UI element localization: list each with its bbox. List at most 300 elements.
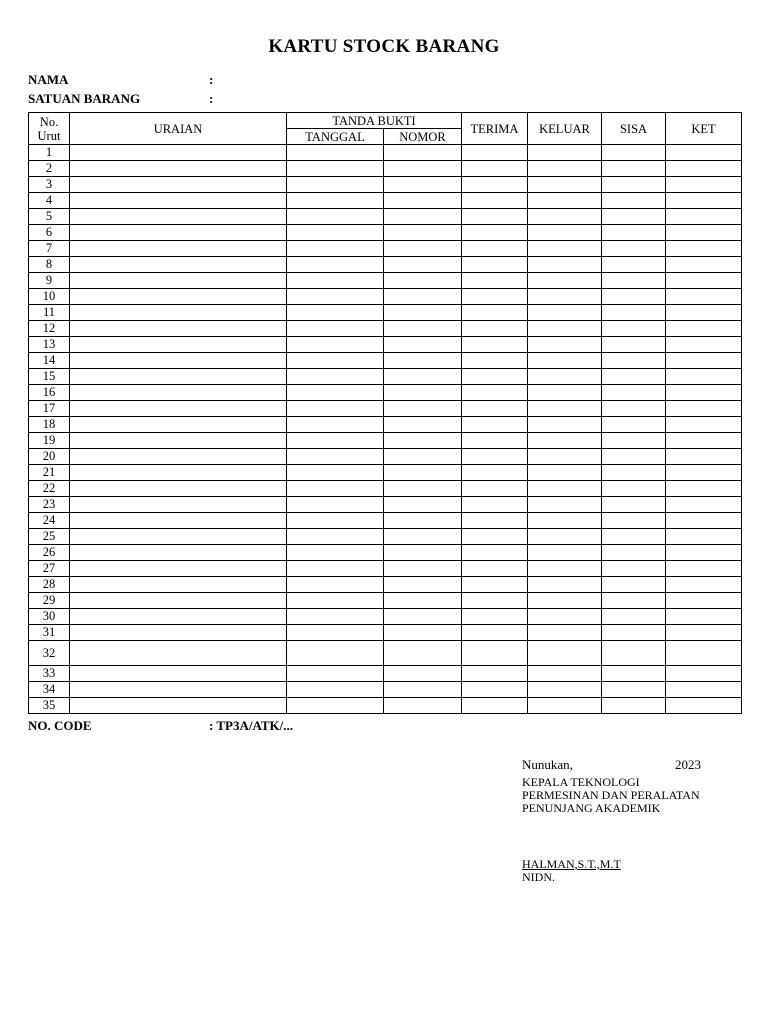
- cell-keluar: [528, 465, 602, 481]
- row-number: 28: [29, 577, 70, 593]
- cell-sisa: [602, 609, 666, 625]
- table-row: [29, 305, 742, 321]
- cell-keluar: [528, 273, 602, 289]
- cell-terima: [462, 225, 528, 241]
- cell-uraian: [70, 529, 287, 545]
- cell-nomor: [384, 577, 462, 593]
- cell-tanggal: [287, 305, 384, 321]
- cell-ket: [666, 529, 742, 545]
- table-row: [29, 497, 742, 513]
- cell-keluar: [528, 682, 602, 698]
- row-number: 5: [29, 209, 70, 225]
- cell-uraian: [70, 625, 287, 641]
- row-number: 14: [29, 353, 70, 369]
- cell-uraian: [70, 273, 287, 289]
- header-ket: KET: [666, 113, 742, 145]
- cell-sisa: [602, 561, 666, 577]
- cell-sisa: [602, 353, 666, 369]
- row-number: 6: [29, 225, 70, 241]
- cell-sisa: [602, 273, 666, 289]
- row-number: 27: [29, 561, 70, 577]
- cell-ket: [666, 481, 742, 497]
- table-row: [29, 449, 742, 465]
- cell-keluar: [528, 666, 602, 682]
- cell-sisa: [602, 577, 666, 593]
- cell-keluar: [528, 305, 602, 321]
- cell-keluar: [528, 625, 602, 641]
- header-keluar: KELUAR: [528, 113, 602, 145]
- cell-terima: [462, 561, 528, 577]
- cell-uraian: [70, 433, 287, 449]
- table-row: [29, 289, 742, 305]
- table-row: [29, 682, 742, 698]
- cell-terima: [462, 593, 528, 609]
- signature-place: Nunukan,: [522, 757, 573, 772]
- cell-uraian: [70, 465, 287, 481]
- cell-ket: [666, 449, 742, 465]
- cell-nomor: [384, 401, 462, 417]
- cell-nomor: [384, 289, 462, 305]
- cell-nomor: [384, 449, 462, 465]
- row-number: 12: [29, 321, 70, 337]
- table-row: [29, 225, 742, 241]
- cell-terima: [462, 353, 528, 369]
- cell-keluar: [528, 369, 602, 385]
- header-no-urut-line1: No.: [39, 114, 59, 129]
- cell-nomor: [384, 257, 462, 273]
- cell-uraian: [70, 545, 287, 561]
- stock-table: [28, 112, 742, 714]
- table-row: [29, 401, 742, 417]
- table-row: [29, 481, 742, 497]
- cell-tanggal: [287, 209, 384, 225]
- header-tanggal: TANGGAL: [287, 129, 384, 145]
- cell-nomor: [384, 177, 462, 193]
- cell-sisa: [602, 481, 666, 497]
- cell-tanggal: [287, 369, 384, 385]
- cell-uraian: [70, 698, 287, 714]
- cell-ket: [666, 561, 742, 577]
- cell-nomor: [384, 417, 462, 433]
- cell-tanggal: [287, 577, 384, 593]
- cell-keluar: [528, 593, 602, 609]
- row-number: 4: [29, 193, 70, 209]
- cell-ket: [666, 305, 742, 321]
- cell-nomor: [384, 385, 462, 401]
- cell-nomor: [384, 145, 462, 161]
- cell-uraian: [70, 593, 287, 609]
- row-number: 16: [29, 385, 70, 401]
- cell-uraian: [70, 145, 287, 161]
- cell-tanggal: [287, 145, 384, 161]
- cell-uraian: [70, 401, 287, 417]
- cell-ket: [666, 241, 742, 257]
- cell-ket: [666, 641, 742, 666]
- cell-nomor: [384, 545, 462, 561]
- cell-terima: [462, 465, 528, 481]
- cell-uraian: [70, 385, 287, 401]
- signature-name: HALMAN,S.T.,M.T: [522, 857, 621, 871]
- cell-sisa: [602, 209, 666, 225]
- row-number: 23: [29, 497, 70, 513]
- cell-ket: [666, 497, 742, 513]
- table-row: [29, 369, 742, 385]
- cell-keluar: [528, 241, 602, 257]
- cell-tanggal: [287, 698, 384, 714]
- cell-nomor: [384, 666, 462, 682]
- cell-uraian: [70, 337, 287, 353]
- table-row: [29, 177, 742, 193]
- cell-nomor: [384, 337, 462, 353]
- cell-terima: [462, 193, 528, 209]
- cell-sisa: [602, 289, 666, 305]
- cell-uraian: [70, 513, 287, 529]
- cell-sisa: [602, 545, 666, 561]
- cell-ket: [666, 321, 742, 337]
- table-row: [29, 609, 742, 625]
- cell-terima: [462, 625, 528, 641]
- cell-uraian: [70, 577, 287, 593]
- cell-nomor: [384, 321, 462, 337]
- cell-keluar: [528, 545, 602, 561]
- cell-terima: [462, 337, 528, 353]
- cell-ket: [666, 385, 742, 401]
- cell-sisa: [602, 433, 666, 449]
- cell-sisa: [602, 193, 666, 209]
- cell-tanggal: [287, 177, 384, 193]
- cell-keluar: [528, 161, 602, 177]
- cell-keluar: [528, 321, 602, 337]
- cell-sisa: [602, 513, 666, 529]
- cell-uraian: [70, 481, 287, 497]
- cell-terima: [462, 401, 528, 417]
- table-row: [29, 353, 742, 369]
- cell-tanggal: [287, 161, 384, 177]
- table-row: [29, 698, 742, 714]
- header-no-urut-line2: Urut: [37, 128, 61, 143]
- cell-terima: [462, 241, 528, 257]
- cell-nomor: [384, 641, 462, 666]
- cell-tanggal: [287, 666, 384, 682]
- cell-sisa: [602, 593, 666, 609]
- table-row: [29, 193, 742, 209]
- cell-terima: [462, 209, 528, 225]
- cell-uraian: [70, 417, 287, 433]
- cell-terima: [462, 433, 528, 449]
- cell-uraian: [70, 225, 287, 241]
- table-row: [29, 625, 742, 641]
- cell-nomor: [384, 529, 462, 545]
- cell-sisa: [602, 385, 666, 401]
- cell-tanggal: [287, 273, 384, 289]
- cell-uraian: [70, 321, 287, 337]
- cell-terima: [462, 577, 528, 593]
- no-code-field: [28, 718, 293, 734]
- table-row: [29, 465, 742, 481]
- row-number: 29: [29, 593, 70, 609]
- table-row: [29, 561, 742, 577]
- row-number: 1: [29, 145, 70, 161]
- signature-year: 2023: [675, 757, 701, 772]
- cell-tanggal: [287, 417, 384, 433]
- cell-uraian: [70, 193, 287, 209]
- cell-uraian: [70, 177, 287, 193]
- cell-nomor: [384, 241, 462, 257]
- cell-keluar: [528, 698, 602, 714]
- cell-nomor: [384, 161, 462, 177]
- cell-tanggal: [287, 641, 384, 666]
- signature-place-date: [522, 757, 701, 772]
- table-row: [29, 666, 742, 682]
- table-row: [29, 593, 742, 609]
- cell-uraian: [70, 369, 287, 385]
- cell-tanggal: [287, 353, 384, 369]
- cell-nomor: [384, 561, 462, 577]
- cell-keluar: [528, 209, 602, 225]
- cell-terima: [462, 682, 528, 698]
- row-number: 18: [29, 417, 70, 433]
- cell-ket: [666, 353, 742, 369]
- cell-nomor: [384, 593, 462, 609]
- cell-tanggal: [287, 193, 384, 209]
- cell-tanggal: [287, 497, 384, 513]
- cell-uraian: [70, 209, 287, 225]
- signature-position-line3: PENUNJANG AKADEMIK: [522, 801, 661, 815]
- cell-terima: [462, 369, 528, 385]
- cell-ket: [666, 666, 742, 682]
- cell-ket: [666, 577, 742, 593]
- row-number: 25: [29, 529, 70, 545]
- cell-terima: [462, 609, 528, 625]
- row-number: 9: [29, 273, 70, 289]
- cell-ket: [666, 145, 742, 161]
- table-row: [29, 257, 742, 273]
- signature-position: [522, 776, 700, 815]
- cell-uraian: [70, 241, 287, 257]
- cell-tanggal: [287, 401, 384, 417]
- cell-tanggal: [287, 682, 384, 698]
- cell-ket: [666, 545, 742, 561]
- row-number: 26: [29, 545, 70, 561]
- cell-uraian: [70, 682, 287, 698]
- cell-sisa: [602, 321, 666, 337]
- cell-keluar: [528, 497, 602, 513]
- cell-nomor: [384, 305, 462, 321]
- cell-tanggal: [287, 609, 384, 625]
- cell-ket: [666, 401, 742, 417]
- row-number: 15: [29, 369, 70, 385]
- table-row: [29, 145, 742, 161]
- row-number: 19: [29, 433, 70, 449]
- cell-tanggal: [287, 433, 384, 449]
- cell-keluar: [528, 225, 602, 241]
- cell-keluar: [528, 337, 602, 353]
- row-number: 32: [29, 641, 70, 666]
- cell-uraian: [70, 353, 287, 369]
- cell-keluar: [528, 401, 602, 417]
- row-number: 7: [29, 241, 70, 257]
- cell-nomor: [384, 625, 462, 641]
- no-code-value: : TP3A/ATK/...: [209, 718, 294, 733]
- cell-sisa: [602, 449, 666, 465]
- cell-uraian: [70, 305, 287, 321]
- no-code-label: NO. CODE: [28, 718, 92, 733]
- cell-keluar: [528, 289, 602, 305]
- table-row: [29, 241, 742, 257]
- cell-sisa: [602, 177, 666, 193]
- row-number: 34: [29, 682, 70, 698]
- cell-ket: [666, 609, 742, 625]
- cell-ket: [666, 289, 742, 305]
- cell-keluar: [528, 257, 602, 273]
- cell-nomor: [384, 193, 462, 209]
- table-row: [29, 433, 742, 449]
- row-number: 10: [29, 289, 70, 305]
- cell-ket: [666, 257, 742, 273]
- table-row: [29, 337, 742, 353]
- cell-tanggal: [287, 545, 384, 561]
- cell-nomor: [384, 433, 462, 449]
- row-number: 8: [29, 257, 70, 273]
- cell-nomor: [384, 698, 462, 714]
- cell-keluar: [528, 193, 602, 209]
- cell-ket: [666, 193, 742, 209]
- cell-ket: [666, 682, 742, 698]
- cell-terima: [462, 666, 528, 682]
- row-number: 33: [29, 666, 70, 682]
- cell-sisa: [602, 225, 666, 241]
- stock-table-body: [29, 145, 742, 714]
- cell-keluar: [528, 177, 602, 193]
- cell-keluar: [528, 529, 602, 545]
- cell-sisa: [602, 641, 666, 666]
- cell-sisa: [602, 666, 666, 682]
- cell-terima: [462, 513, 528, 529]
- cell-uraian: [70, 289, 287, 305]
- cell-terima: [462, 385, 528, 401]
- row-number: 17: [29, 401, 70, 417]
- cell-keluar: [528, 481, 602, 497]
- cell-terima: [462, 305, 528, 321]
- cell-sisa: [602, 145, 666, 161]
- cell-terima: [462, 145, 528, 161]
- cell-nomor: [384, 273, 462, 289]
- signature-position-line1: KEPALA TEKNOLOGI: [522, 775, 640, 789]
- cell-uraian: [70, 497, 287, 513]
- cell-nomor: [384, 513, 462, 529]
- table-row: [29, 385, 742, 401]
- cell-sisa: [602, 529, 666, 545]
- satuan-barang-colon: :: [209, 91, 214, 106]
- cell-tanggal: [287, 321, 384, 337]
- nama-field: [28, 72, 213, 88]
- cell-sisa: [602, 465, 666, 481]
- cell-keluar: [528, 417, 602, 433]
- cell-sisa: [602, 698, 666, 714]
- cell-ket: [666, 465, 742, 481]
- table-row: [29, 513, 742, 529]
- cell-ket: [666, 177, 742, 193]
- cell-keluar: [528, 577, 602, 593]
- cell-uraian: [70, 666, 287, 682]
- cell-tanggal: [287, 561, 384, 577]
- row-number: 3: [29, 177, 70, 193]
- cell-tanggal: [287, 385, 384, 401]
- cell-ket: [666, 337, 742, 353]
- header-uraian: URAIAN: [70, 113, 287, 145]
- cell-terima: [462, 497, 528, 513]
- cell-uraian: [70, 257, 287, 273]
- table-row: [29, 641, 742, 666]
- row-number: 20: [29, 449, 70, 465]
- cell-tanggal: [287, 225, 384, 241]
- cell-terima: [462, 417, 528, 433]
- header-sisa: SISA: [602, 113, 666, 145]
- cell-nomor: [384, 369, 462, 385]
- cell-keluar: [528, 609, 602, 625]
- cell-terima: [462, 289, 528, 305]
- header-terima: TERIMA: [462, 113, 528, 145]
- cell-keluar: [528, 641, 602, 666]
- cell-tanggal: [287, 593, 384, 609]
- cell-nomor: [384, 353, 462, 369]
- nama-label: NAMA: [28, 72, 69, 87]
- row-number: 11: [29, 305, 70, 321]
- cell-ket: [666, 625, 742, 641]
- cell-ket: [666, 369, 742, 385]
- cell-nomor: [384, 497, 462, 513]
- row-number: 35: [29, 698, 70, 714]
- satuan-barang-field: [28, 91, 213, 107]
- table-row: [29, 417, 742, 433]
- cell-ket: [666, 273, 742, 289]
- cell-ket: [666, 417, 742, 433]
- cell-ket: [666, 433, 742, 449]
- table-row: [29, 529, 742, 545]
- cell-terima: [462, 177, 528, 193]
- header-no-urut: [29, 113, 70, 145]
- cell-tanggal: [287, 481, 384, 497]
- signature-position-line2: PERMESINAN DAN PERALATAN: [522, 788, 700, 802]
- cell-ket: [666, 513, 742, 529]
- cell-sisa: [602, 497, 666, 513]
- table-row: [29, 273, 742, 289]
- cell-terima: [462, 698, 528, 714]
- cell-nomor: [384, 481, 462, 497]
- cell-sisa: [602, 337, 666, 353]
- row-number: 21: [29, 465, 70, 481]
- row-number: 22: [29, 481, 70, 497]
- table-row: [29, 577, 742, 593]
- cell-uraian: [70, 449, 287, 465]
- cell-nomor: [384, 225, 462, 241]
- nama-colon: :: [209, 72, 214, 87]
- cell-ket: [666, 698, 742, 714]
- cell-keluar: [528, 433, 602, 449]
- cell-sisa: [602, 401, 666, 417]
- cell-tanggal: [287, 257, 384, 273]
- cell-uraian: [70, 161, 287, 177]
- table-row: [29, 321, 742, 337]
- row-number: 13: [29, 337, 70, 353]
- cell-ket: [666, 161, 742, 177]
- cell-terima: [462, 545, 528, 561]
- cell-terima: [462, 321, 528, 337]
- cell-uraian: [70, 609, 287, 625]
- cell-tanggal: [287, 465, 384, 481]
- table-row: [29, 161, 742, 177]
- cell-sisa: [602, 417, 666, 433]
